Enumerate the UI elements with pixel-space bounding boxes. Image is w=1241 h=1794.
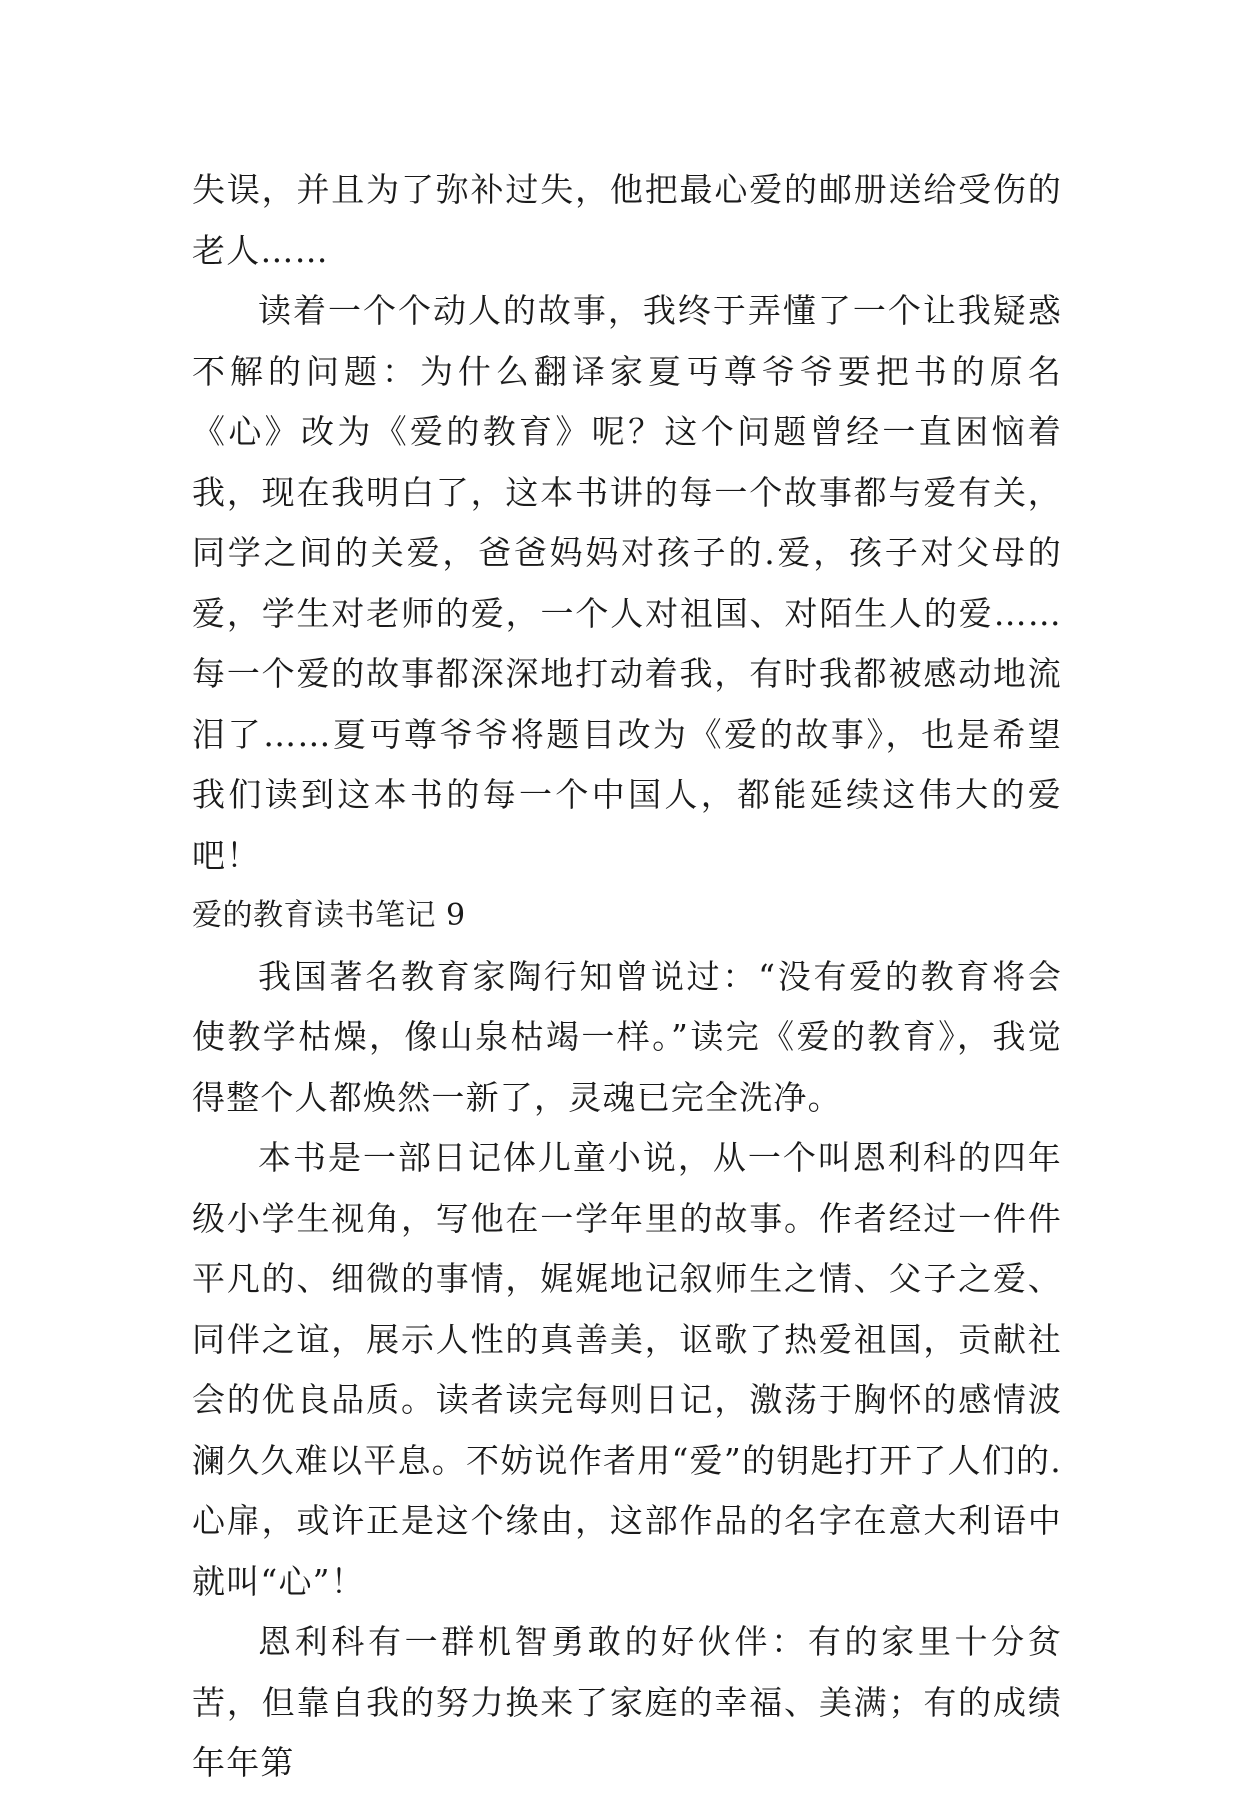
paragraph-book-intro: 本书是一部日记体儿童小说，从一个叫恩利科的四年级小学生视角，写他在一学年里的故事。作者经过一件件平凡的、细微的事情，娓娓地记叙师生之情、父子之爱、同伴之谊，展示人性的真善美，讴歌了热爱祖国，贡献社会的优良品质。读者读完每则日记，激荡于胸怀的感情波澜久久难以平息。不妨说作者用“爱”的钥匙打开了人们的.心扉，或许正是这个缘由，这部作品的名字在意大利语中就叫“心”！ — [192, 1138, 1062, 1601]
paragraph-tao-quote: 我国著名教育家陶行知曾说过：“没有爱的教育将会使教学枯燥，像山泉枯竭一样。”读完《爱的教育》，我觉得整个人都焕然一新了，灵魂已完全洗净。 — [192, 956, 1062, 1117]
paragraph-continued: 失误，并且为了弥补过失，他把最心爱的邮册送给受伤的老人…… — [192, 170, 1062, 270]
body-text — [192, 160, 1062, 1794]
paragraph-companions: 恩利科有一群机智勇敢的好伙伴：有的家里十分贫苦，但靠自我的努力换来了家庭的幸福、美满；有的成绩年年第 — [192, 1622, 1062, 1782]
section-heading: 爱的教育读书笔记 9 — [192, 898, 466, 933]
paragraph-reading-stories: 读着一个个动人的故事，我终于弄懂了一个让我疑惑不解的问题：为什么翻译家夏丏尊爷爷要把书的原名《心》改为《爱的教育》呢？这个问题曾经一直困恼着我，现在我明白了，这本书讲的每一个故事都与爱有关，同学之间的关爱，爸爸妈妈对孩子的.爱，孩子对父母的爱，学生对老师的爱，一个人对祖国、对陌生人的爱……每一个爱的故事都深深地打动着我，有时我都被感动地流泪了……夏丏尊爷爷将题目改为《爱的故事》，也是希望我们读到这本书的每一个中国人，都能延续这伟大的爱吧！ — [192, 291, 1062, 875]
